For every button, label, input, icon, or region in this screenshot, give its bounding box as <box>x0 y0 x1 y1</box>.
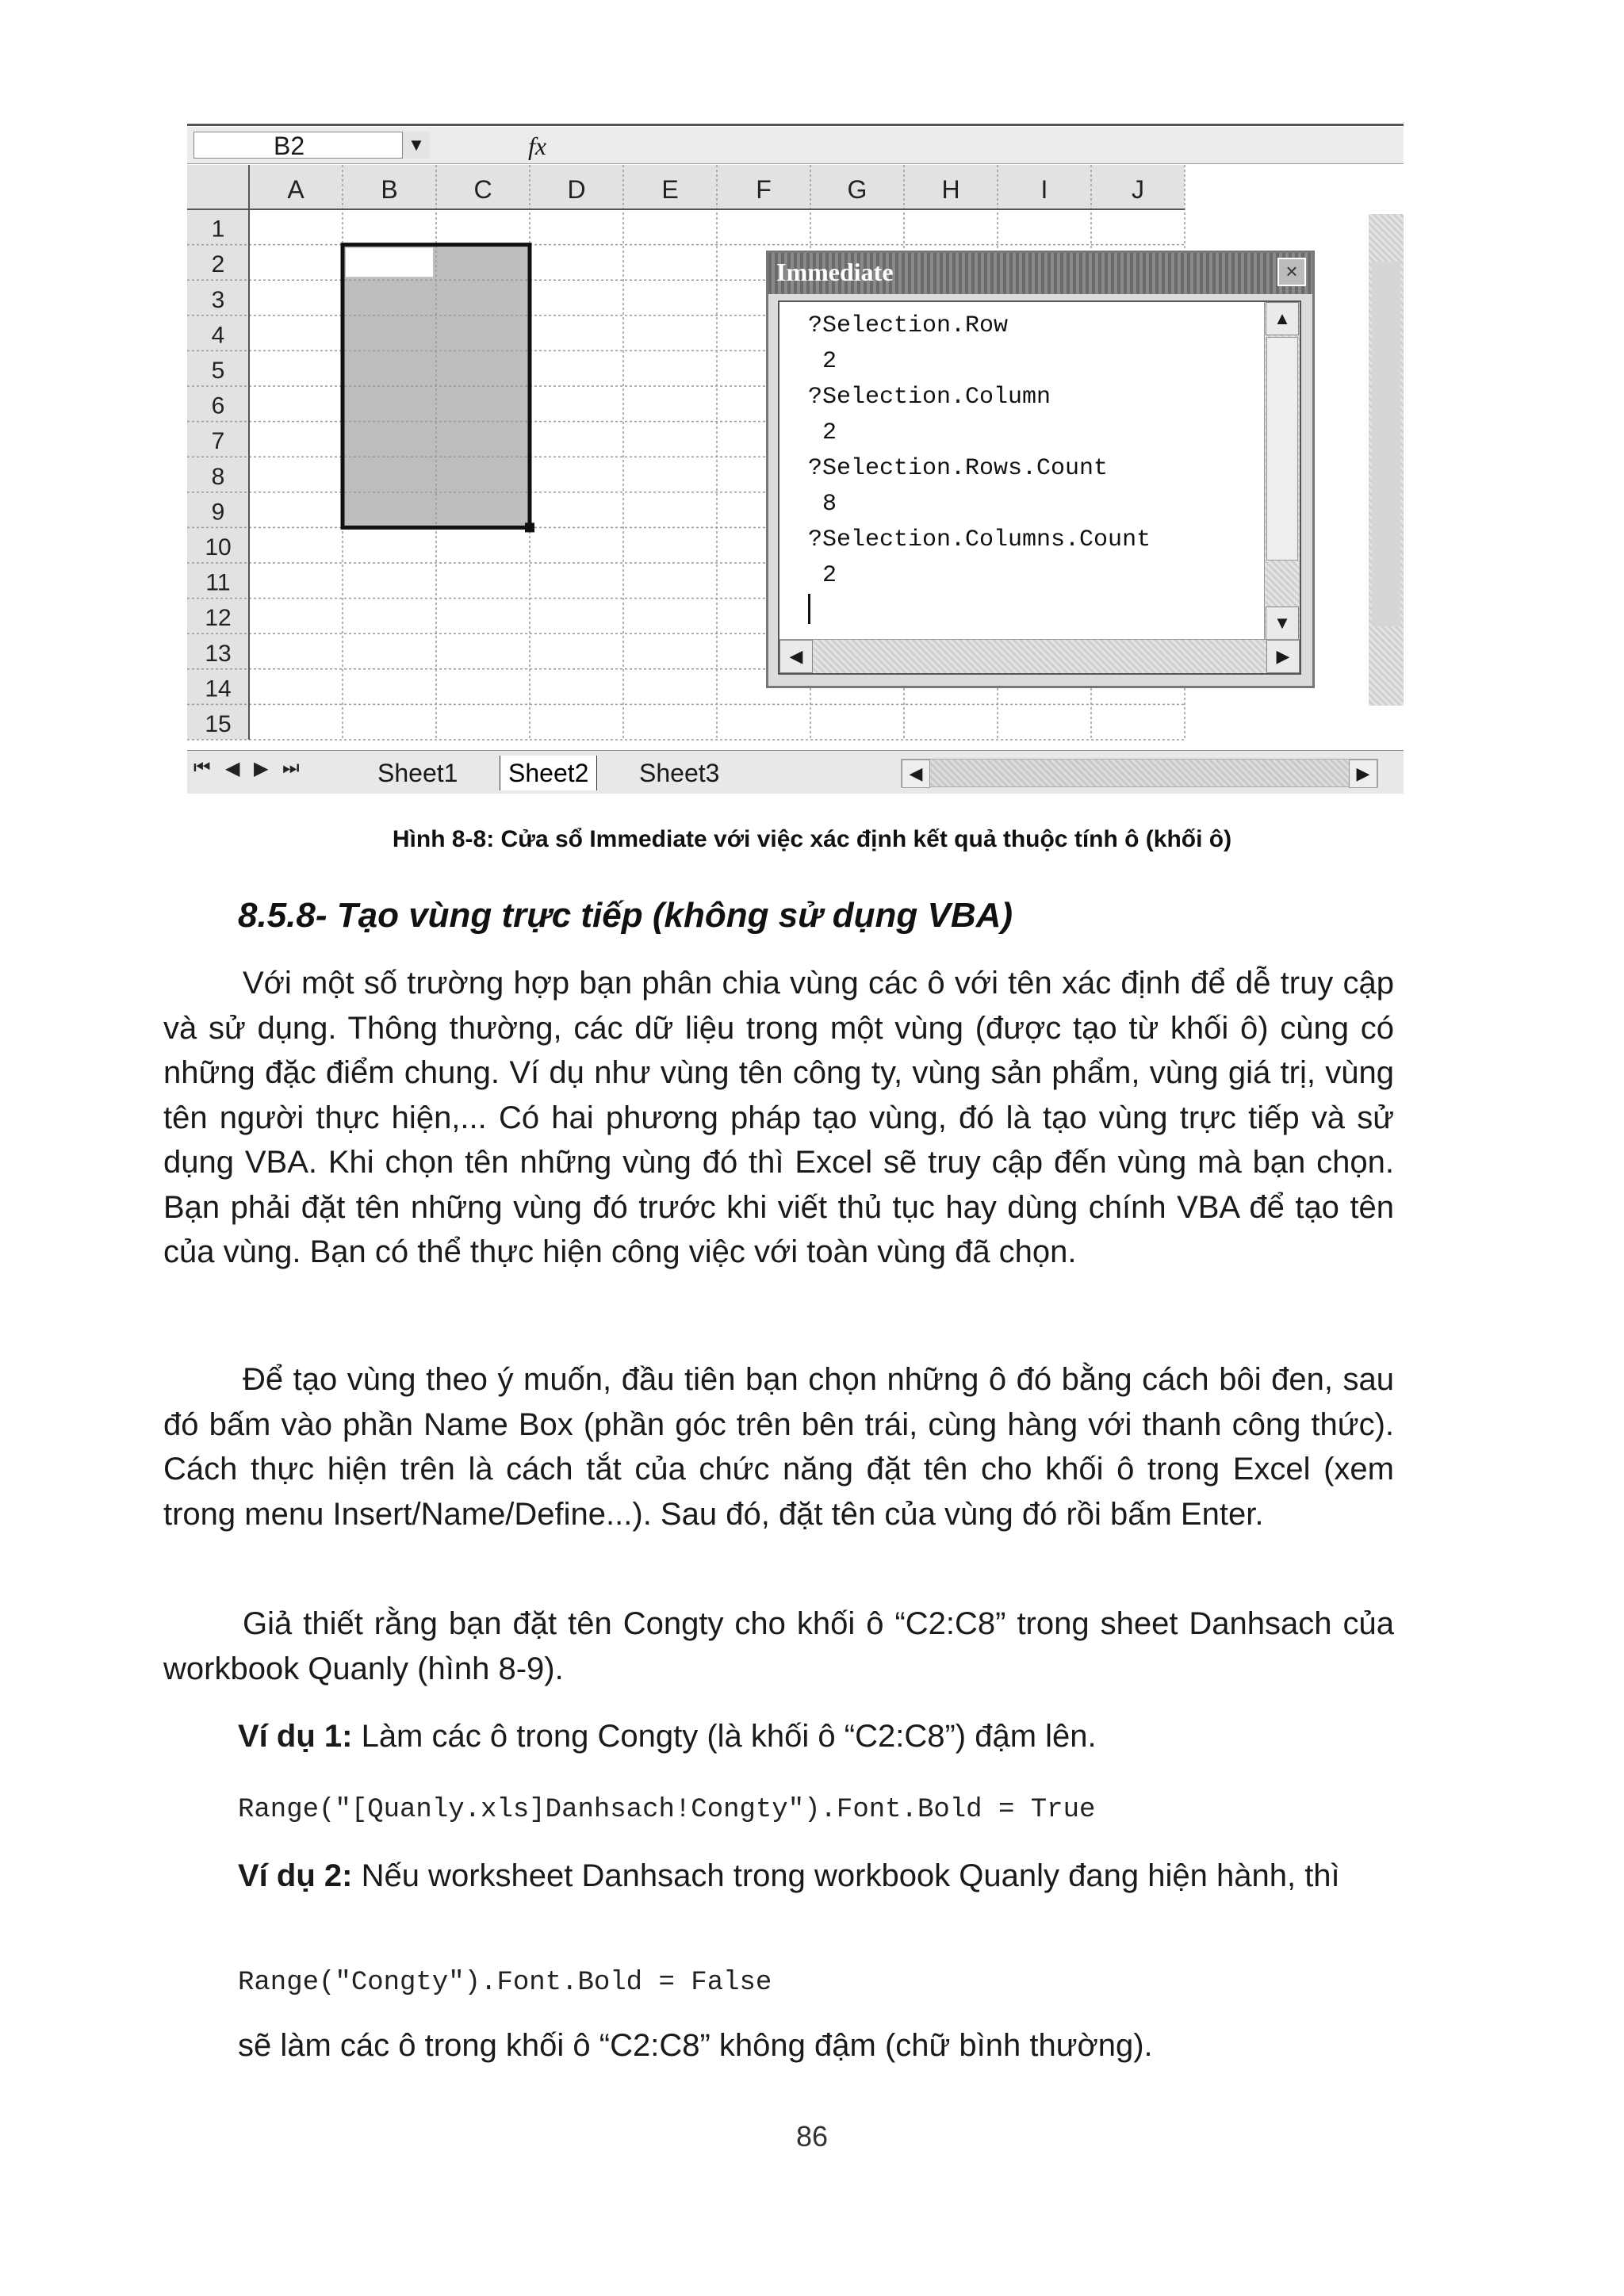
row-header[interactable]: 15 <box>205 711 232 737</box>
scroll-down-icon[interactable]: ▼ <box>1266 607 1299 640</box>
sheet-vertical-scrollbar[interactable] <box>1369 214 1404 706</box>
immediate-scroll-thumb[interactable] <box>1266 337 1298 561</box>
tab-sheet2[interactable]: Sheet2 <box>500 756 597 790</box>
row-header[interactable]: 6 <box>211 392 225 419</box>
example-1-label: Ví dụ 1: <box>238 1719 353 1754</box>
column-header[interactable]: F <box>756 175 772 204</box>
row-header[interactable]: 3 <box>211 286 225 313</box>
row-header[interactable]: 12 <box>205 605 232 632</box>
row-header[interactable]: 7 <box>211 428 225 455</box>
excel-screenshot-figure <box>187 124 1404 794</box>
column-header[interactable]: B <box>381 175 398 204</box>
sheet-horizontal-scrollbar[interactable] <box>901 759 1378 787</box>
paragraph-2: Để tạo vùng theo ý muốn, đầu tiên bạn chọn những ô đó bằng cách bôi đen, sau đó bấm vào phần Name Box (phần góc trên bên trái, cùng hàng với thanh công thức). Cách thực hiện trên là cách tắt của chức năng đặt tên cho khối ô trong Excel (xem trong menu Insert/Name/Define...). Sau đó, đặt tên của vùng đó rồi bấm Enter. <box>163 1362 1394 1532</box>
code-line-1: Range("[Quanly.xls]Danhsach!Congty").Font.Bold = True <box>238 1795 1096 1825</box>
scroll-right-icon[interactable]: ▶ <box>1266 640 1300 673</box>
immediate-window[interactable] <box>766 251 1315 688</box>
immediate-title: Immediate <box>776 258 894 286</box>
immediate-line: ?Selection.Row <box>808 312 1009 339</box>
row-header[interactable]: 13 <box>205 640 232 667</box>
example-2-text: Nếu worksheet Danhsach trong workbook Quanly đang hiện hành, thì <box>352 1858 1340 1893</box>
row-header[interactable]: 10 <box>205 534 232 561</box>
last-sheet-icon[interactable]: ⏭ <box>282 757 300 779</box>
row-header[interactable]: 8 <box>211 463 225 490</box>
fill-handle <box>525 522 534 532</box>
paragraph-1: Với một số trường hợp bạn phân chia vùng các ô với tên xác định để dễ truy cập và sử dụng. Thông thường, các dữ liệu trong một vùng (được tạo từ khối ô) cùng có những đặc điểm chung. Ví dụ như vùng tên công ty, vùng sản phẩm, vùng giá trị, vùng tên người thực hiện,... Có hai phương pháp tạo vùng, đó là tạo vùng trực tiếp và sử dụng VBA. Khi chọn tên những vùng đó thì Excel sẽ truy cập đến vùng mà bạn chọn. Bạn phải đặt tên những vùng đó trước khi viết thủ tục hay dùng chính VBA để tạo tên của vùng. Bạn có thể thực hiện công việc với toàn vùng đã chọn. <box>163 966 1394 1269</box>
scroll-left-icon[interactable]: ◀ <box>779 640 813 673</box>
column-header[interactable]: E <box>661 175 679 204</box>
name-box[interactable]: B2 <box>193 132 403 159</box>
paragraph-3: Giả thiết rằng bạn đặt tên Congty cho khối ô “C2:C8” trong sheet Danhsach của workbook Quanly (hình 8-9). <box>163 1606 1394 1686</box>
row-header[interactable]: 14 <box>205 675 232 702</box>
sheet-scroll-thumb[interactable] <box>1372 262 1400 626</box>
section-heading: 8.5.8- Tạo vùng trực tiếp (không sử dụng VBA) <box>238 896 1013 935</box>
row-header[interactable]: 5 <box>211 358 225 384</box>
row-header[interactable]: 2 <box>211 251 225 278</box>
chevron-down-icon[interactable]: ▼ <box>403 132 430 159</box>
next-sheet-icon[interactable]: ▶ <box>254 758 269 779</box>
sheet-tab-bar <box>187 750 1404 794</box>
immediate-line: 8 <box>808 491 837 518</box>
figure-top-border <box>187 124 1404 126</box>
column-header[interactable]: D <box>567 175 586 204</box>
formula-bar <box>187 127 1404 164</box>
row-header[interactable]: 11 <box>205 569 231 596</box>
immediate-text-area[interactable] <box>778 300 1301 675</box>
column-header-bar <box>187 165 1185 209</box>
immediate-horizontal-scrollbar[interactable] <box>779 639 1300 673</box>
column-header[interactable]: C <box>473 175 492 204</box>
row-header[interactable]: 1 <box>211 216 225 243</box>
scroll-right-icon[interactable]: ▶ <box>1349 760 1377 788</box>
prev-sheet-icon[interactable]: ◀ <box>225 758 240 779</box>
fx-icon[interactable]: fx <box>528 132 547 160</box>
scroll-up-icon[interactable]: ▲ <box>1266 302 1299 335</box>
immediate-line: 2 <box>808 348 837 375</box>
text-cursor <box>808 594 810 624</box>
column-header[interactable]: G <box>847 175 868 204</box>
example-1-text: Làm các ô trong Congty (là khối ô “C2:C8”) đậm lên. <box>352 1719 1097 1754</box>
row-header[interactable]: 9 <box>211 499 225 526</box>
immediate-title-bar[interactable] <box>768 253 1312 294</box>
immediate-output <box>808 308 1151 594</box>
column-header[interactable]: J <box>1132 175 1144 204</box>
scroll-left-icon[interactable]: ◀ <box>902 760 930 788</box>
immediate-line: ?Selection.Column <box>808 384 1051 411</box>
active-cell <box>346 248 433 277</box>
first-sheet-icon[interactable]: ⏮ <box>193 757 211 779</box>
column-header[interactable]: A <box>287 175 304 204</box>
immediate-line: 2 <box>808 562 837 589</box>
example-1 <box>238 1719 1097 1755</box>
figure-caption: Hình 8-8: Cửa sổ Immediate với việc xác định kết quả thuộc tính ô (khối ô) <box>392 826 1232 852</box>
column-header[interactable]: H <box>941 175 960 204</box>
code-line-2: Range("Congty").Font.Bold = False <box>238 1968 772 1998</box>
immediate-vertical-scrollbar[interactable] <box>1264 302 1300 640</box>
column-header[interactable]: I <box>1040 175 1048 204</box>
immediate-line: ?Selection.Columns.Count <box>808 526 1151 553</box>
row-header[interactable]: 4 <box>211 322 225 349</box>
close-icon[interactable]: × <box>1277 258 1306 286</box>
tab-sheet3[interactable]: Sheet3 <box>639 759 720 787</box>
example-2-label: Ví dụ 2: <box>238 1858 353 1893</box>
page-number: 86 <box>795 2120 829 2152</box>
immediate-line: ?Selection.Rows.Count <box>808 455 1109 482</box>
tab-sheet1[interactable]: Sheet1 <box>377 759 458 787</box>
closing-sentence: sẽ làm các ô trong khối ô “C2:C8” không đậm (chữ bình thường). <box>238 2028 1153 2063</box>
immediate-line: 2 <box>808 419 837 446</box>
example-2 <box>163 1854 1394 1899</box>
